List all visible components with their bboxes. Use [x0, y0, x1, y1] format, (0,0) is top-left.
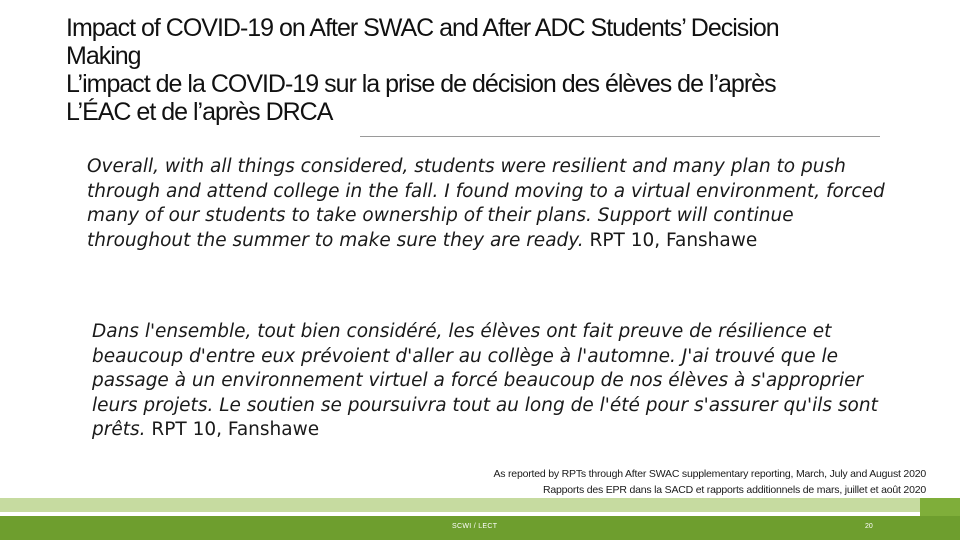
quote-french-text: Dans l'ensemble, tout bien considéré, les élèves ont fait preuve de résilience et beaucoup d'entre eux prévoient d'aller au collège à l'automne. J'ai trouvé que le passage à un environnement virtuel a forcé beaucoup de nos élèves à s'approprier leurs projets. Le soutien se poursuivra tout au long de l'été pour s'assurer qu'ils sont prêts. [92, 321, 878, 440]
source-note [326, 466, 926, 498]
title-line-4: L’ÉAC et de l’après DRCA [66, 98, 333, 126]
footer-accent-block [920, 498, 960, 516]
source-note-english: As reported by RPTs through After SWAC supplementary reporting, March, July and August 2020 [493, 468, 926, 480]
slide-title [66, 14, 936, 126]
title-line-2: Making [66, 42, 141, 70]
quote-english-text: Overall, with all things considered, students were resilient and many plan to push through and attend college in the fall. I found moving to a virtual environment, forced many of our students to take ownership of their plans. Support will continue throughout the summer to make sure they are ready. [87, 156, 885, 251]
quote-french-attribution: RPT 10, Fanshawe [151, 419, 320, 440]
quote-english-attribution: RPT 10, Fanshawe [589, 229, 758, 251]
footer-accent-bar [0, 498, 960, 516]
title-line-1: Impact of COVID-19 on After SWAC and After ADC Students’ Decision [66, 14, 779, 42]
title-line-3: L’impact de la COVID-19 sur la prise de décision des élèves de l’après [66, 70, 776, 98]
footer-label: SCWI / LECT [452, 523, 498, 530]
page-number: 20 [865, 523, 873, 530]
title-divider [360, 136, 880, 137]
quote-english [87, 155, 897, 253]
footer [0, 516, 960, 540]
footer-light-band [0, 498, 960, 512]
source-note-french: Rapports des EPR dans la SACD et rapports additionnels de mars, juillet et août 2020 [542, 484, 926, 496]
quote-french [92, 320, 907, 443]
